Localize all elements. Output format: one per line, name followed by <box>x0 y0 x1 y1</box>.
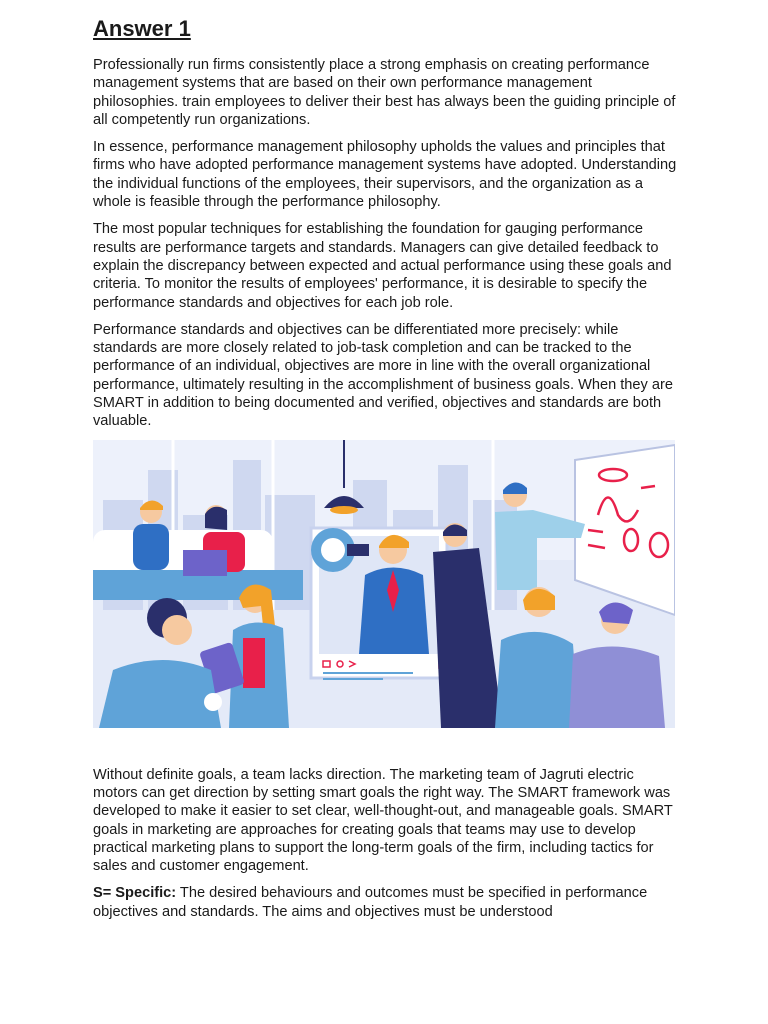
smart-specific-paragraph <box>93 884 678 921</box>
document-page <box>93 14 678 930</box>
paragraph: Performance standards and objectives can be differentiated more precisely: while standards are more closely related to job-task completion and can be tracked to the performance of an individual, objectives are more in line with the overall organizational performance, ultimately resulting in the accomplishment of business goals. When they are SMART in addition to being documented and verified, objectives and standards are both valuable. <box>93 321 673 430</box>
smart-specific-text: The desired behaviours and outcomes must be specified in performance objectives and standards. The aims and objectives must be understood <box>93 885 648 920</box>
paragraph: The most popular techniques for establishing the foundation for gauging performance results are performance targets and standards. Managers can give detailed feedback to explain the discrepancy between expected and actual performance using these goals and criteria. To monitor the results of employees' performance, it is desirable to specify the performance standards and objectives for each job role. <box>93 221 672 311</box>
paragraph: Without definite goals, a team lacks direction. The marketing team of Jagruti electric motors can get direction by setting smart goals the right way. The SMART framework was developed to make it easier to set clear, well-thought-out, and manageable goals. SMART goals in marketing are approaches for creating goals that teams may use to develop practical marketing plans to support the long-term goals of the firm, including tactics for sales and customer engagement. <box>93 766 673 875</box>
paragraph: Professionally run firms consistently place a strong emphasis on creating performance management systems that are based on their own performance management philosophies. train employees to deliver their best has always been the guiding principle of all competently run organizations. <box>93 57 676 128</box>
smart-specific-label: S= Specific: <box>93 885 177 902</box>
page-title: Answer 1 <box>93 16 191 41</box>
paragraph: In essence, performance management philosophy upholds the values and principles that firms who have adopted performance management systems have adopted. Understanding the individual functions of the employees, their supervisors, and the organization as a whole is feasible through the performance philosophy. <box>93 139 677 211</box>
office-team-illustration <box>93 440 675 728</box>
